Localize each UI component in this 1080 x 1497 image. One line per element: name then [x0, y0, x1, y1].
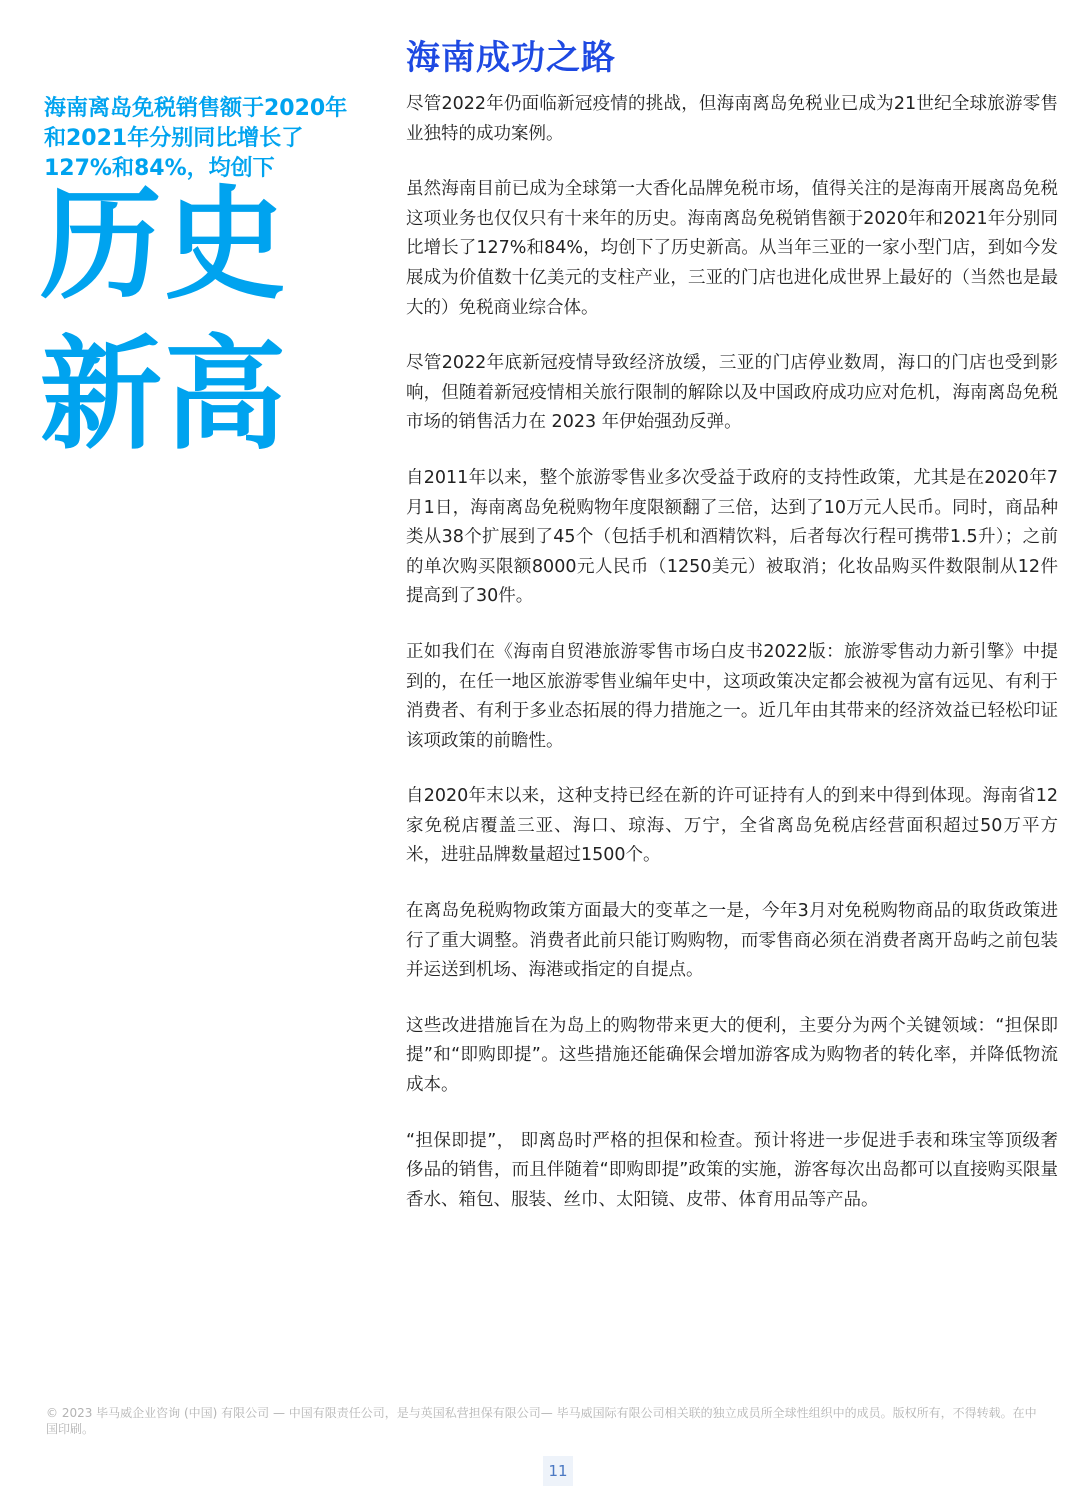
highlight-text-line-2: 新高 [40, 324, 288, 466]
page-title: 海南成功之路 [406, 38, 616, 78]
paragraph: 自2020年末以来，这种支持已经在新的许可证持有人的到来中得到体现。海南省12家免税店覆盖三亚、海口、琼海、万宁，全省离岛免税店经营面积超过50万平方米，进驻品牌数量超过1500个。 [406, 786, 1058, 866]
paragraph: 虽然海南目前已成为全球第一大香化品牌免税市场，值得关注的是海南开展离岛免税这项业务也仅仅只有十来年的历史。海南离岛免税销售额于2020年和2021年分别同比增长了127%和84%，均创下了历史新高。从当年三亚的一家小型门店，到如今发展成为价值数十亿美元的支柱产业，三亚的门店也进化成世界上最好的（当然也是最大的）免税商业综合体。 [406, 179, 1058, 318]
pull-quote: 海南离岛免税销售额于2020年和2021年分别同比增长了127%和84%，均创下 [44, 96, 348, 181]
paragraph: 自2011年以来，整个旅游零售业多次受益于政府的支持性政策，尤其是在2020年7月1日，海南离岛免税购物年度限额翻了三倍，达到了10万元人民币。同时，商品种类从38个扩展到了45个（包括手机和酒精饮料，后者每次行程可携带1.5升）；之前的单次购买限额8000元人民币（1250美元）被取消；化妆品购买件数限制从12件提高到了30件。 [406, 467, 1058, 607]
page-number: 11 [543, 1456, 573, 1486]
article-body [406, 90, 1058, 1241]
paragraph: 尽管2022年底新冠疫情导致经济放缓，三亚的门店停业数周，海口的门店也受到影响，但随着新冠疫情相关旅行限制的解除以及中国政府成功应对危机，海南离岛免税市场的销售活力在 2023 年伊始强劲反弹。 [406, 353, 1058, 433]
paragraph: 在离岛免税购物政策方面最大的变革之一是，今年3月对免税购物商品的取货政策进行了重大调整。消费者此前只能订购购物，而零售商必须在消费者离开岛屿之前包装并运送到机场、海港或指定的自提点。 [406, 901, 1058, 981]
paragraph: 这些改进措施旨在为岛上的购物带来更大的便利，主要分为两个关键领域：“担保即提”和“即购即提”。这些措施还能确保会增加游客成为购物者的转化率，并降低物流成本。 [406, 1015, 1058, 1096]
highlight-text-line-1: 历史 [40, 174, 288, 316]
paragraph: 尽管2022年仍面临新冠疫情的挑战，但海南离岛免税业已成为21世纪全球旅游零售业独特的成功案例。 [406, 94, 1058, 144]
copyright-footer: © 2023 毕马威企业咨询 (中国) 有限公司 — 中国有限责任公司，是与英国私营担保有限公司— 毕马威国际有限公司相关联的独立成员所全球性组织中的成员。版权所有，不得转载。在中国印刷。 [46, 1406, 1037, 1436]
paragraph: 正如我们在《海南自贸港旅游零售市场白皮书2022版：旅游零售动力新引擎》中提到的，在任一地区旅游零售业编年史中，这项政策决定都会被视为富有远见、有利于消费者、有利于多业态拓展的得力措施之一。近几年由其带来的经济效益已轻松印证该项政策的前瞻性。 [406, 641, 1058, 751]
paragraph: “担保即提”， 即离岛时严格的担保和检查。预计将进一步促进手表和珠宝等顶级奢侈品的销售，而且伴随着“即购即提”政策的实施，游客每次出岛都可以直接购买限量香水、箱包、服装、丝巾、太阳镜、皮带、体育用品等产品。 [406, 1130, 1058, 1210]
